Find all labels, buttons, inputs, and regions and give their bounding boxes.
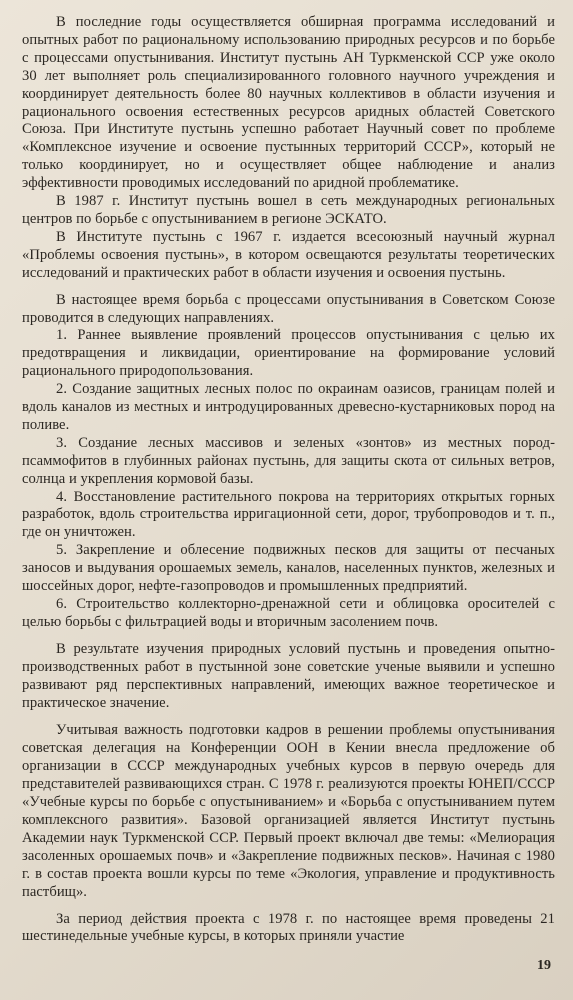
paragraph-results: В результате изучения природных условий пустынь и проведения опытно-производственных работ в пустынной зоне советские ученые выявили и успешно развивают ряд перспективных направлений, имеющих важное теоретическое и практическое значение. [22, 640, 555, 711]
list-item-6: 6. Строительство коллекторно-дренажной сети и облицовка оросителей с целью борьбы с фильтрацией воды и вторичным засолением почв. [22, 596, 555, 630]
list-item-3: 3. Создание лесных массивов и зеленых «зонтов» из местных пород-псаммофитов в глубинных районах пустынь, для защиты скота от сильных ветров, солнца и укрепления кормовой базы. [22, 434, 555, 487]
list-item-1: 1. Раннее выявление проявлений процессов опустынивания с целью их предотвращения и ликвидации, ориентирование на формирование условий рационального природопользования. [22, 327, 555, 380]
list-item-2: 2. Создание защитных лесных полос по окраинам оазисов, границам полей и вдоль каналов из местных и интродуцированных древесно-кустарниковых пород на поливе. [22, 381, 555, 433]
paragraph-courses: За период действия проекта с 1978 г. по настоящее время проведены 21 шестинедельные учебные курсы, в которых приняли участие [22, 910, 555, 945]
list-item-5: 5. Закрепление и облесение подвижных песков для защиты от песчаных заносов и выдувания орошаемых земель, каналов, населенных пунктов, железных и шоссейных дорог, нефте-газопроводов и промышленных предприятий. [22, 542, 555, 595]
list-item-4: 4. Восстановление растительного покрова на территориях открытых горных разработок, вдоль строительства ирригационной сети, дорог, трубопроводов и т. п., где он уничтожен. [22, 488, 555, 541]
paragraph-journal: В Институте пустынь с 1967 г. издается всесоюзный научный журнал «Проблемы освоения пустынь», в котором освещаются результаты теоретических исследований и практических работ в области изучения и освоения пустынь. [22, 228, 555, 281]
paragraph-directions-intro: В настоящее время борьба с процессами опустынивания в Советском Союзе проводится в следующих направлениях. [22, 291, 555, 326]
paragraph-research-program: В последние годы осуществляется обширная программа исследований и опытных работ по рациональному использованию природных ресурсов и по борьбе с процессами опустынивания. Институт пустынь АН Туркменской ССР уже около 30 лет выполняет роль специализированного головного научного учреждения и координирует деятельность более 80 научных коллективов в области изучения и рационального освоения естественных ресурсов аридных областей Советского Союза. При Институте пустынь успешно работает Научный совет по проблеме «Комплексное изучение и освоение пустынных территорий СССР», который не только координирует, но и осуществляет общее наблюдение и анализ эффективности проводимых исследований по аридной проблематике. [22, 14, 555, 192]
paragraph-escato: В 1987 г. Институт пустынь вошел в сеть международных региональных центров по борьбе с опустыниванием в регионе ЭСКАТО. [22, 193, 555, 227]
page-number: 19 [537, 958, 551, 973]
paragraph-training: Учитывая важность подготовки кадров в решении проблемы опустынивания советская делегация на Конференции ООН в Кении внесла предложение об организации в СССР международных учебных курсов в первую очередь для представителей развивающихся стран. С 1978 г. реализуются проекты ЮНЕП/СССР «Учебные курсы по борьбе с опустыниванием» и «Борьба с опустыниванием путем комплексного развития». Базовой организацией является Институт пустынь Академии наук Туркменской ССР. Первый проект включал две темы: «Мелиорация засоленных орошаемых почв» и «Закрепление подвижных песков». Начиная с 1980 г. в состав проекта вошли курсы по теме «Экология, управление и продуктивность пастбищ». [22, 722, 555, 900]
